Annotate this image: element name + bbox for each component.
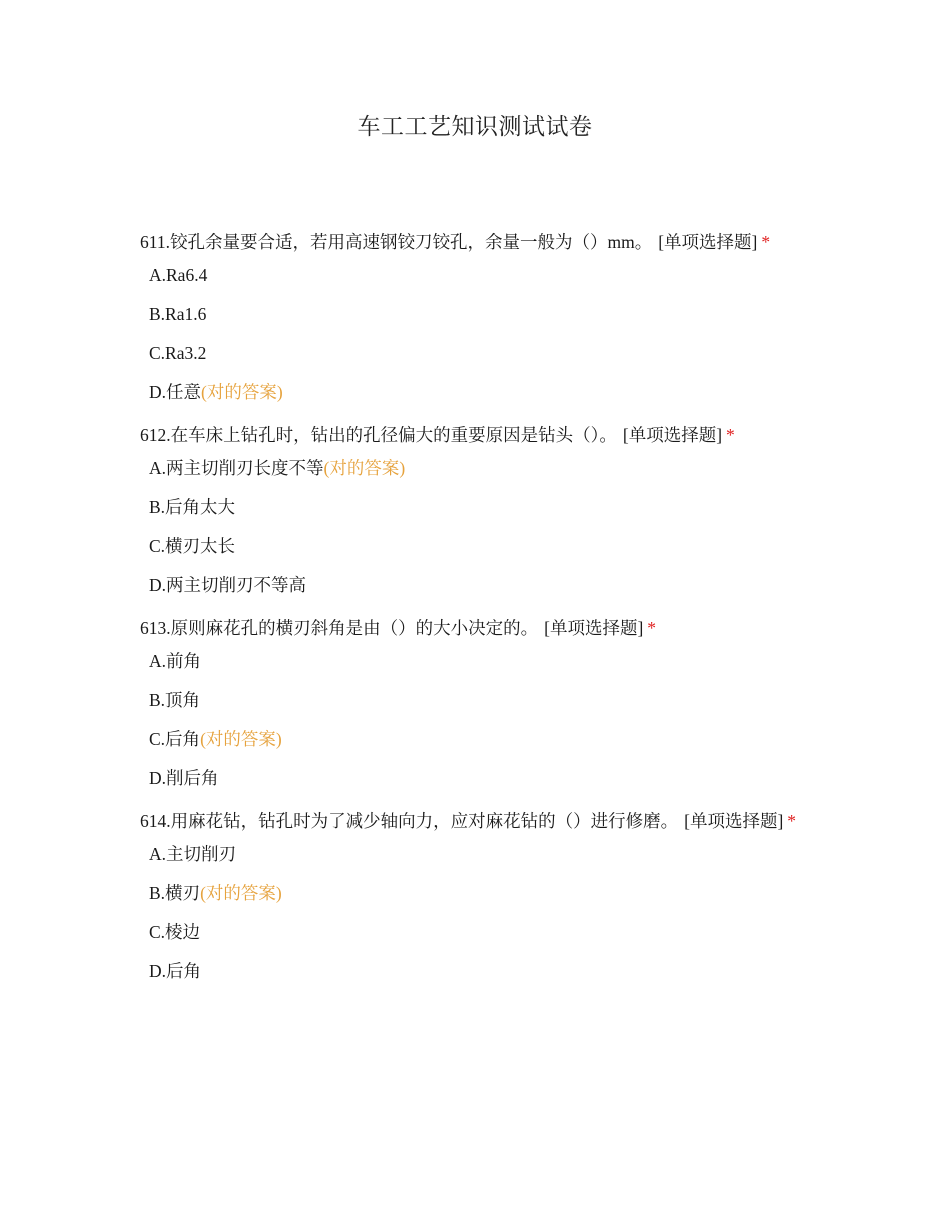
- option-text: B.后角太大: [149, 497, 236, 517]
- option-text: C.后角: [149, 729, 201, 749]
- question-text: 611.铰孔余量要合适，若用高速钢铰刀铰孔，余量一般为（）mm。: [140, 232, 653, 252]
- option-text: D.后角: [149, 961, 202, 981]
- question-text: 613.原则麻花孔的横刃斜角是由（）的大小决定的。: [140, 618, 539, 638]
- option-b: [140, 302, 812, 326]
- option-b: [140, 688, 812, 712]
- correct-answer-tag: (对的答案): [201, 382, 283, 402]
- option-d: [140, 573, 812, 597]
- option-text: C.棱边: [149, 922, 201, 942]
- question-type-label: [单项选择题]: [658, 232, 758, 252]
- page-title: 车工工艺知识测试试卷: [357, 114, 593, 139]
- correct-answer-tag: (对的答案): [200, 729, 282, 749]
- option-c: [140, 534, 812, 558]
- option-c: [140, 727, 812, 751]
- option-text: C.Ra3.2: [149, 343, 207, 363]
- question-611: [140, 226, 812, 404]
- option-d: [140, 959, 812, 983]
- option-text: A.Ra6.4: [149, 265, 208, 285]
- question-type-label: [单项选择题]: [622, 425, 723, 445]
- question-stem: [140, 612, 812, 644]
- option-text: A.前角: [149, 651, 202, 671]
- option-text: C.横刃太长: [149, 536, 236, 556]
- option-text: B.横刃: [149, 883, 201, 903]
- option-b: [140, 495, 812, 519]
- required-mark: *: [761, 232, 771, 252]
- question-list: [140, 226, 812, 998]
- required-mark: *: [647, 618, 657, 638]
- option-text: D.削后角: [149, 768, 219, 788]
- option-d: [140, 766, 812, 790]
- option-a: [140, 456, 812, 480]
- question-stem: [140, 419, 812, 451]
- option-d: [140, 380, 812, 404]
- option-c: [140, 341, 812, 365]
- question-614: [140, 805, 812, 983]
- correct-answer-tag: (对的答案): [200, 883, 282, 903]
- required-mark: *: [787, 811, 797, 831]
- question-612: [140, 419, 812, 597]
- option-text: D.两主切削刃不等高: [149, 575, 307, 595]
- question-613: [140, 612, 812, 790]
- option-text: A.两主切削刃长度不等: [149, 458, 324, 478]
- option-text: D.任意: [149, 382, 202, 402]
- option-text: B.顶角: [149, 690, 201, 710]
- question-type-label: [单项选择题]: [684, 811, 784, 831]
- option-c: [140, 920, 812, 944]
- question-stem: [140, 805, 812, 837]
- correct-answer-tag: (对的答案): [323, 458, 406, 478]
- option-text: A.主切削刃: [149, 844, 237, 864]
- option-a: [140, 263, 812, 287]
- option-a: [140, 649, 812, 673]
- option-b: [140, 881, 812, 905]
- question-stem: [140, 226, 812, 258]
- option-a: [140, 842, 812, 866]
- option-text: B.Ra1.6: [149, 304, 207, 324]
- question-type-label: [单项选择题]: [544, 618, 644, 638]
- question-text: 614.用麻花钻，钻孔时为了减少轴向力，应对麻花钻的（）进行修磨。: [140, 811, 679, 831]
- question-text: 612.在车床上钻孔时，钻出的孔径偏大的重要原因是钻头（）。: [140, 425, 617, 445]
- required-mark: *: [726, 425, 735, 445]
